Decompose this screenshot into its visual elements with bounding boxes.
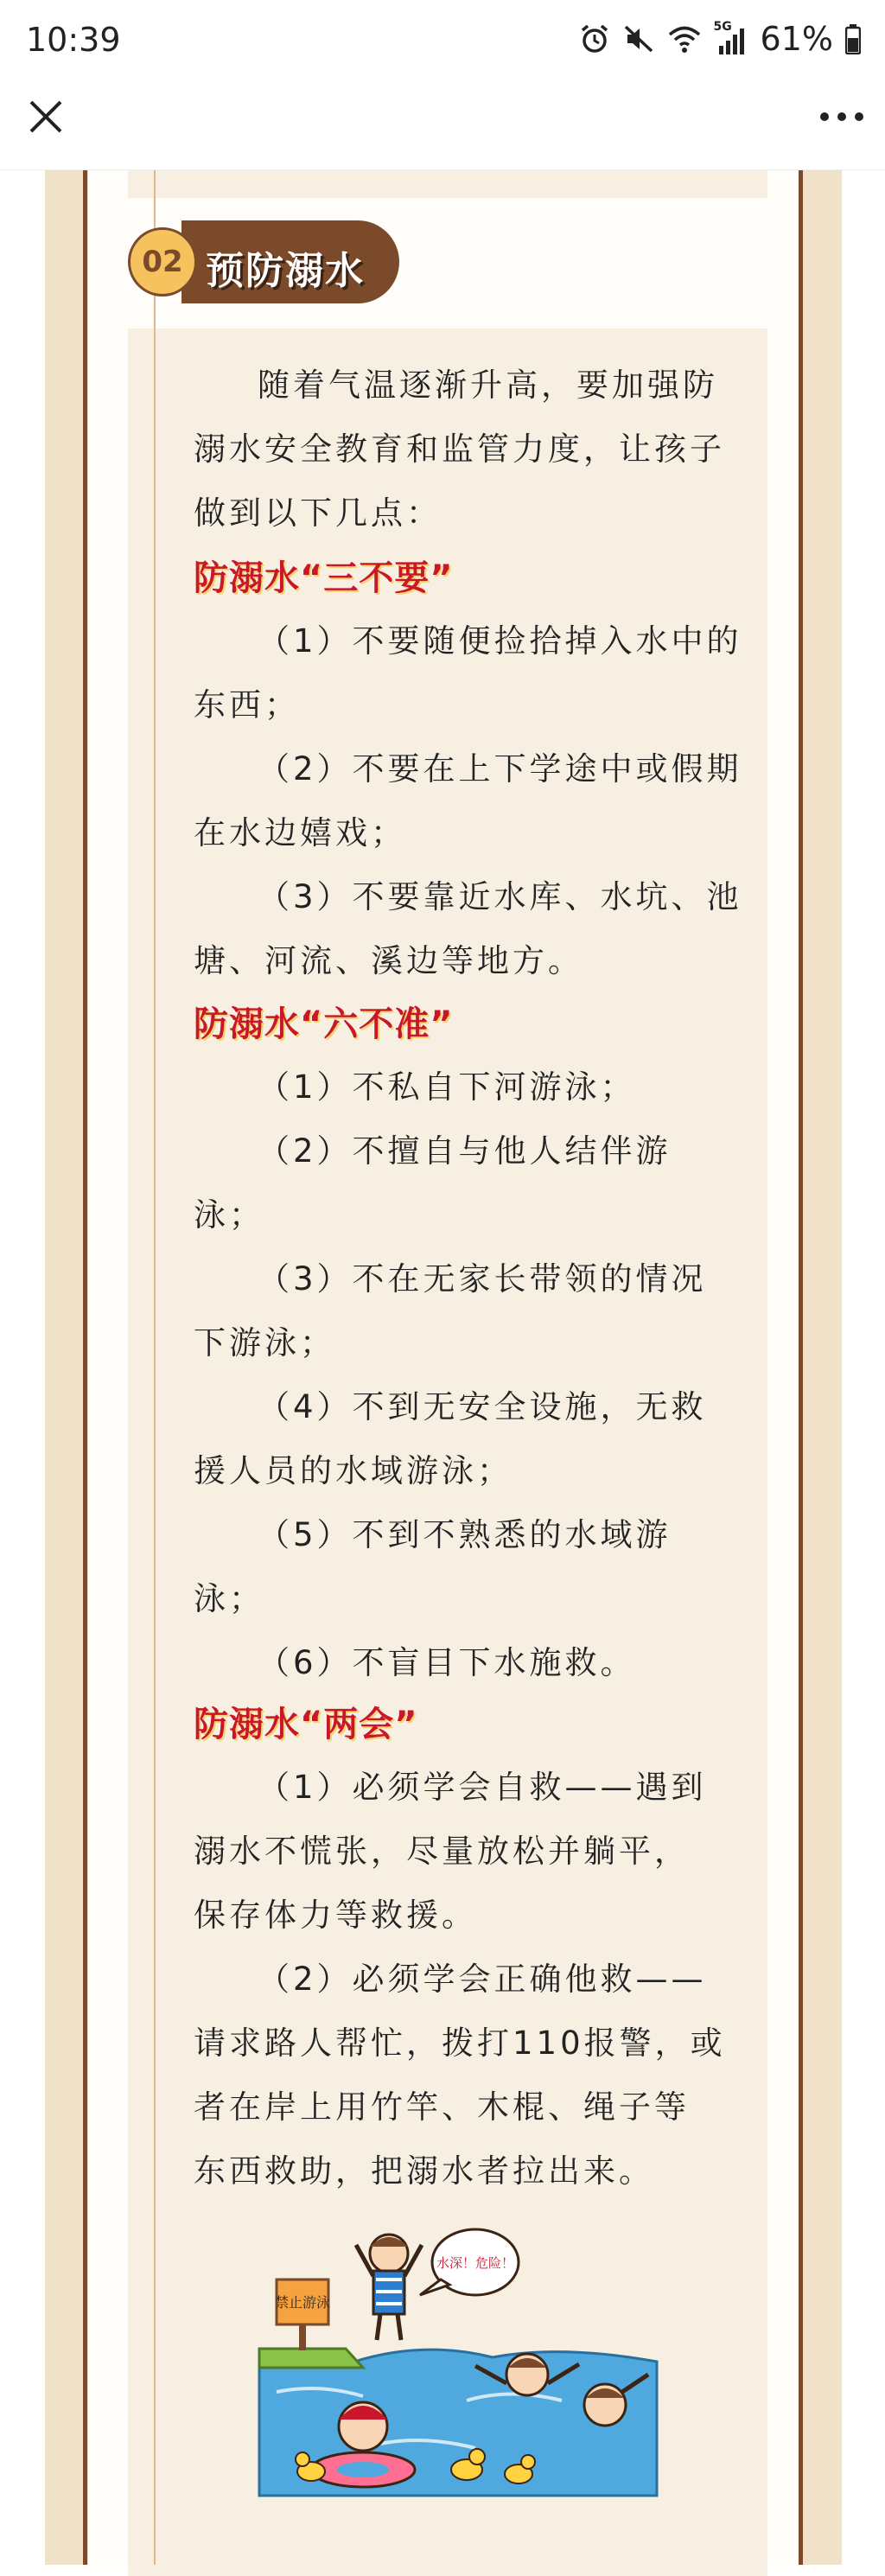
article-content [0,170,885,2565]
battery-icon [845,23,861,54]
left-frame-line [83,170,87,2565]
network-label: 5G [713,20,732,34]
list-item: （1）必须学会自救——遇到 [258,1769,707,1806]
list-item: 泳； [194,1580,264,1617]
list-item: （4）不到无安全设施，无救 [258,1388,707,1425]
more-button[interactable] [816,97,868,137]
list-item: 保存体力等救援。 [194,1897,477,1934]
group-heading: 防溺水“两会” [194,1705,418,1744]
list-item: （2）不要在上下学途中或假期 [258,750,742,787]
list-item: 泳； [194,1196,264,1234]
no-swimming-sign-text: 禁止游泳 [274,2294,331,2311]
status-bar [0,0,885,86]
decorative-guide-line [154,170,156,2565]
list-item: 者在岸上用竹竿、木棍、绳子等 [194,2088,690,2126]
signal-icon [714,22,748,56]
list-item: （6）不盲目下水施救。 [258,1644,636,1681]
intro-line: 做到以下几点： [194,494,442,532]
list-item: 东西救助，把溺水者拉出来。 [194,2152,654,2190]
mute-icon [622,23,655,54]
alarm-icon [579,23,610,54]
list-item: 在水边嬉戏； [194,814,406,851]
list-item: （2）不擅自与他人结伴游 [258,1132,672,1170]
battery-percent: 61% [760,20,833,58]
right-frame-line [799,170,803,2565]
left-frame-border [45,170,88,2565]
status-time: 10:39 [26,21,121,59]
right-frame-border [799,170,842,2565]
previous-panel-bottom [128,170,767,198]
water-safety-illustration [251,2219,665,2504]
close-button[interactable] [24,95,67,138]
list-item: （1）不要随便捡拾掉入水中的 [258,622,742,660]
danger-bubble-text: 水深！危险！ [436,2255,515,2271]
section-title: 预防溺水 [206,249,365,293]
close-icon [24,95,67,138]
app-bar [0,86,885,170]
intro-line: 随着气温逐渐升高，要加强防 [258,367,718,404]
wifi-icon [667,23,702,54]
list-item: （1）不私自下河游泳； [258,1068,636,1106]
list-item: 溺水不慌张，尽量放松并躺平， [194,1833,690,1870]
list-item: （2）必须学会正确他救—— [258,1961,707,1998]
group-heading: 防溺水“六不准” [194,1004,454,1044]
list-item: （3）不在无家长带领的情况 [258,1260,707,1298]
list-item: 下游泳； [194,1324,335,1361]
list-item: 援人员的水域游泳； [194,1452,513,1489]
status-icons [579,19,861,59]
list-item: （3）不要靠近水库、水坑、池 [258,878,742,915]
intro-line: 溺水安全教育和监管力度，让孩子 [194,430,725,468]
section-number: 02 [142,245,183,279]
list-item: 东西； [194,686,300,724]
list-item: 请求路人帮忙，拨打110报警，或 [194,2024,726,2062]
more-icon [816,97,868,137]
list-item: （5）不到不熟悉的水域游 [258,1516,672,1553]
group-heading: 防溺水“三不要” [194,558,454,598]
section-number-badge [128,227,197,296]
list-item: 塘、河流、溪边等地方。 [194,942,583,979]
